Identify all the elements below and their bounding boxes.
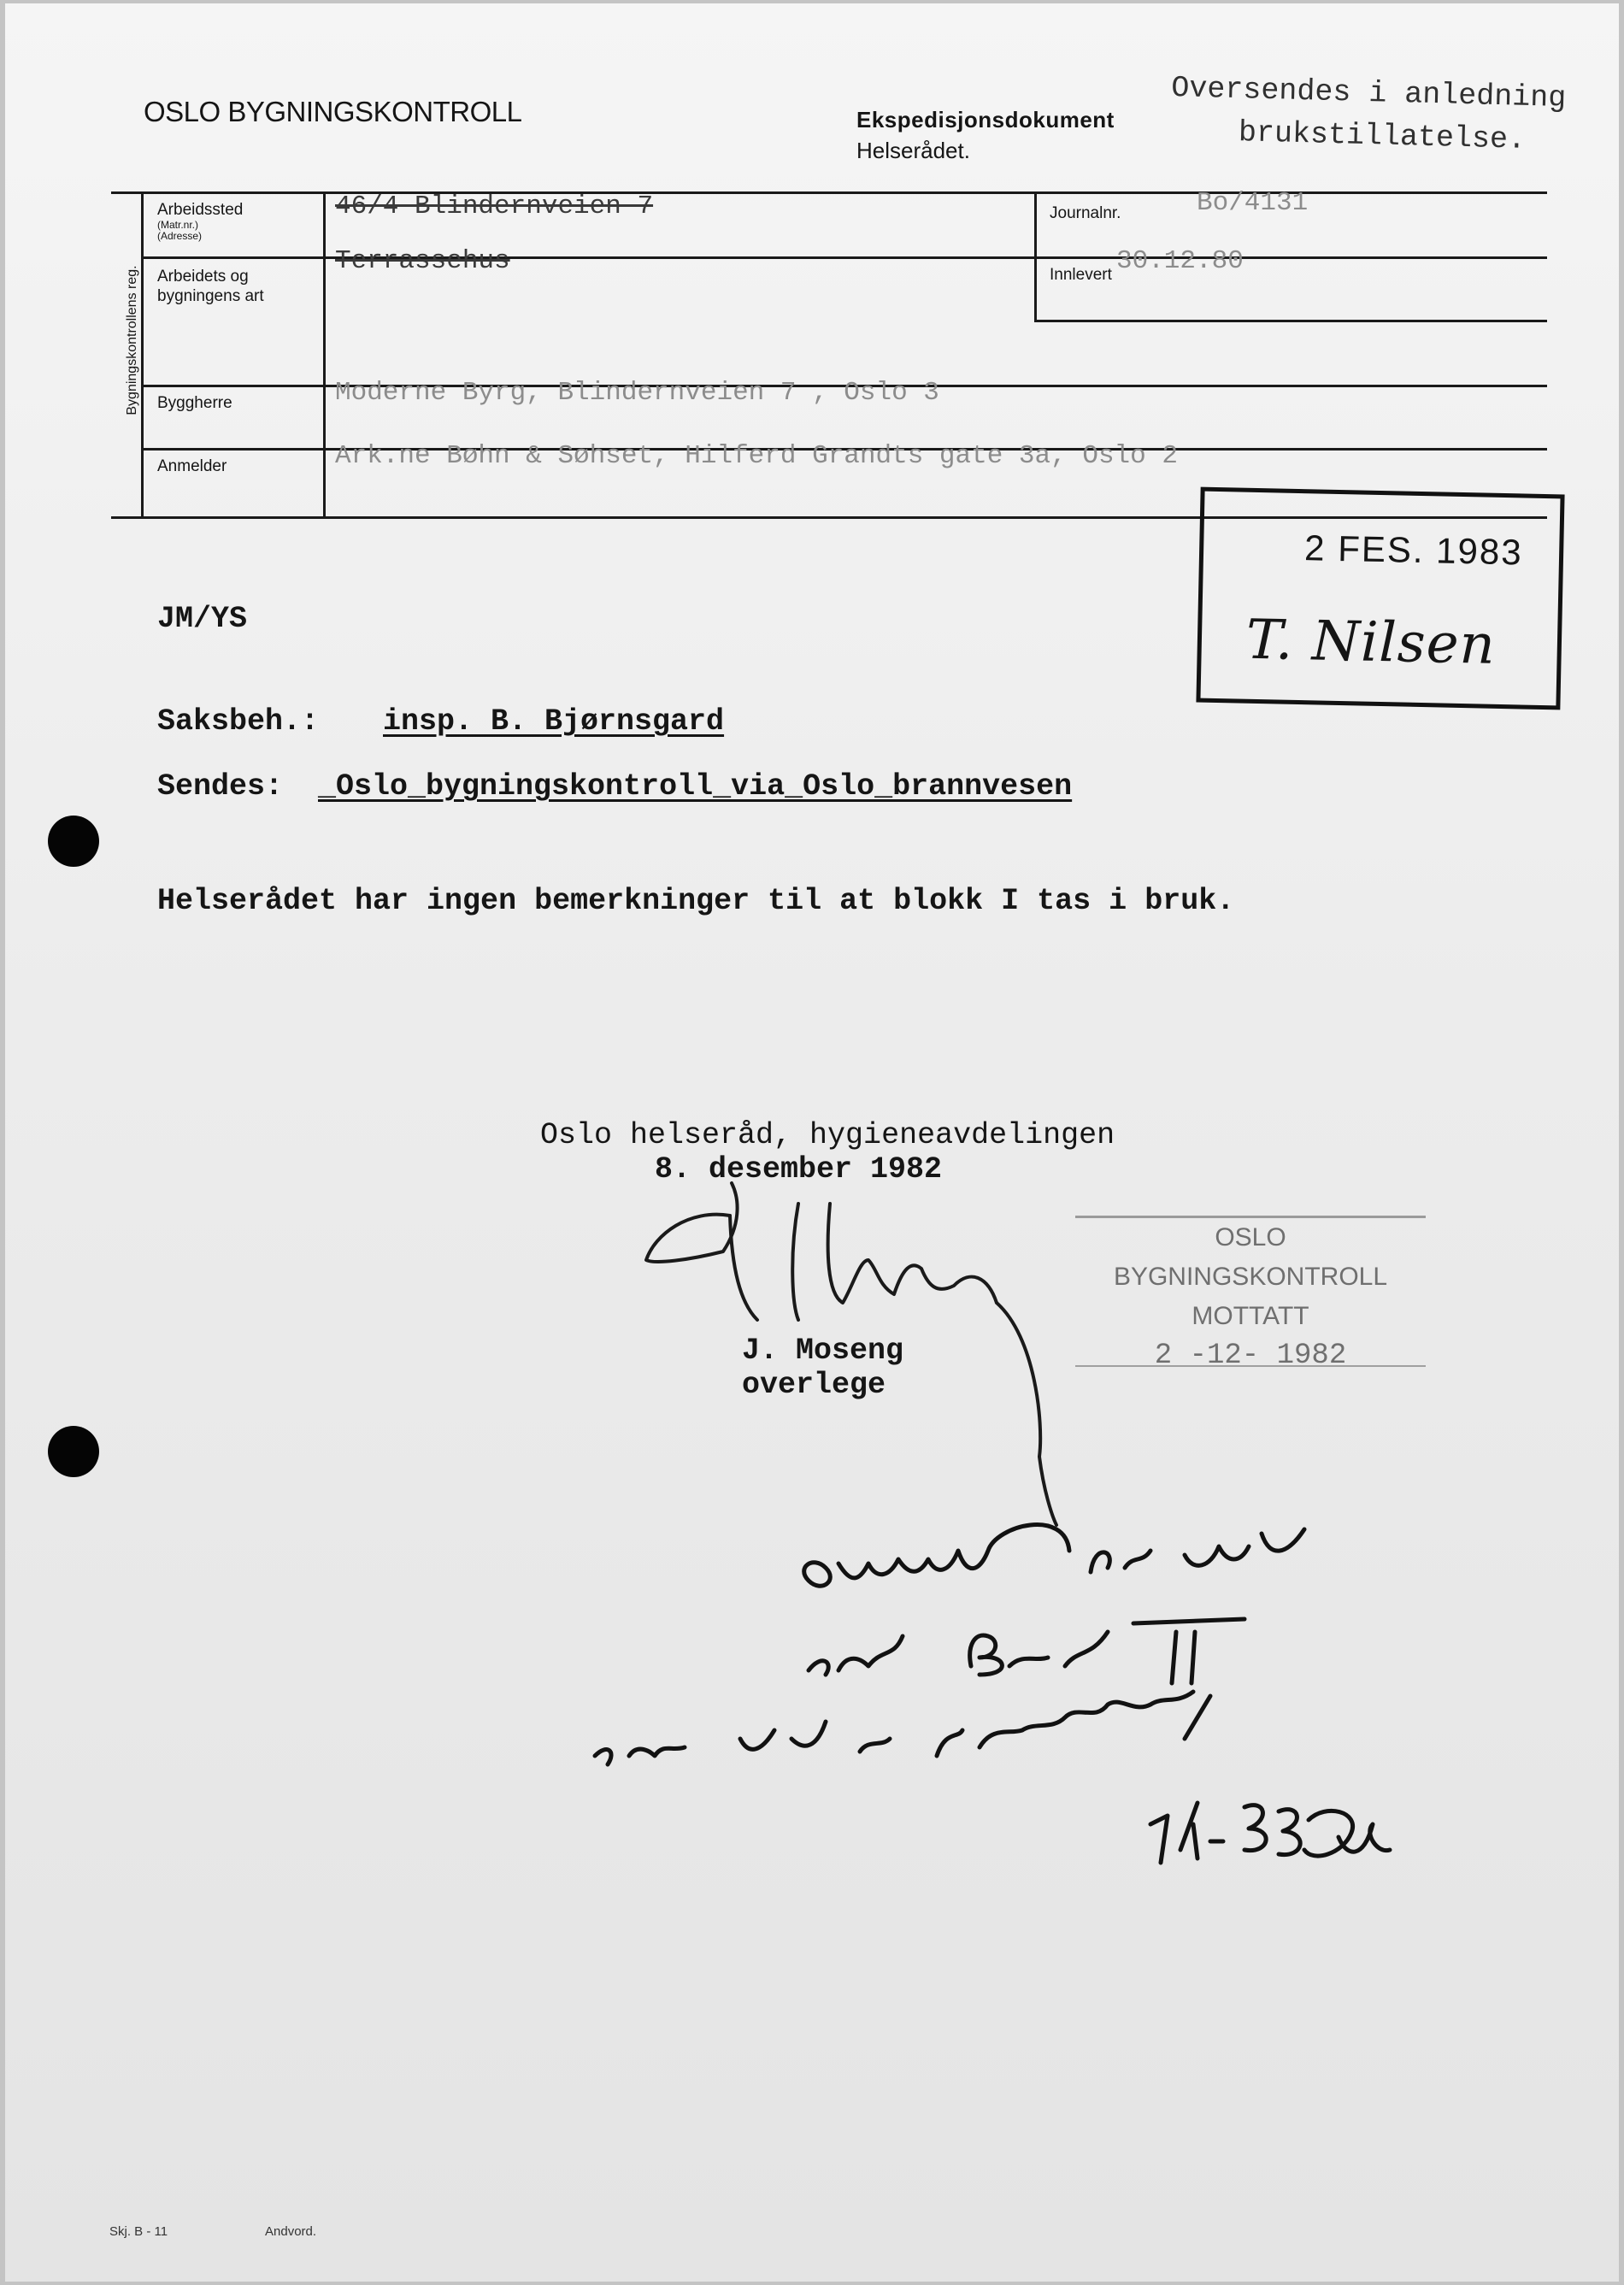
builder-label: Byggherre: [157, 394, 232, 412]
builder-value: Moderne Byrg, Blindernveien 7 , Oslo 3: [335, 378, 939, 408]
signer-name: J. Moseng: [742, 1334, 904, 1368]
forwarding-note-line2: brukstillatelse.: [1238, 115, 1527, 157]
document-page: [5, 3, 1619, 2282]
applicant-label: Anmelder: [157, 457, 227, 475]
worksite-sublabel: (Adresse): [157, 230, 203, 242]
caseworker-label: Saksbeh.:: [157, 704, 320, 739]
form-code: Skj. B - 11: [109, 2224, 168, 2239]
work-type-label: Arbeidets og bygningens art: [157, 268, 264, 305]
journal-value: Bo/4131: [1197, 188, 1309, 218]
handwriting-layer: [5, 3, 1619, 2282]
issue-date: 8. desember 1982: [655, 1152, 943, 1187]
send-to-label: Sendes:: [157, 769, 284, 804]
office-name: OSLO BYGNINGSKONTROLL: [144, 96, 522, 127]
printer-name: Andvord.: [265, 2224, 317, 2239]
journal-label: Journalnr.: [1050, 204, 1121, 222]
applicant-value: Ark.ne Bøhn & Søhset, Hilferd Grandts gate 3a, Oslo 2: [335, 441, 1178, 471]
moseng-signature: [646, 1183, 1056, 1525]
received-stamp-date: 2 FES. 1983: [1303, 527, 1524, 573]
statement: Helserådet har ingen bemerkninger til at blokk I tas i bruk.: [157, 884, 1235, 918]
work-type-value: Terrassehus: [335, 246, 510, 276]
worksite-value: 46/4 Blindernveien 7: [335, 191, 654, 221]
reference-code: JM/YS: [157, 602, 248, 636]
doc-type-title: Ekspedisjonsdokument: [856, 107, 1115, 133]
sender-name: Helserådet.: [856, 138, 970, 163]
signer-title: overlege: [742, 1368, 886, 1402]
received-value: 30.12.80: [1116, 246, 1244, 276]
register-side-label: Bygningskontrollens reg.: [125, 265, 139, 415]
worksite-sublabel: (Matr.nr.): [157, 219, 199, 231]
mottatt-stamp-date: 2 -12- 1982: [1154, 1340, 1347, 1372]
send-to-value: _Oslo_bygningskontroll_via_Oslo_brannvesen: [318, 769, 1073, 804]
handwritten-forwarding-note: [595, 1525, 1390, 1863]
forwarding-note-line1: Oversendes i anledning: [1170, 70, 1567, 116]
issuer-place: Oslo helseråd, hygieneavdelingen: [540, 1118, 1115, 1152]
mottatt-stamp-office: OSLO BYGNINGSKONTROLL: [1113, 1223, 1388, 1291]
worksite-label-text: Arbeidssted: [157, 201, 244, 219]
caseworker-name: insp. B. Bjørnsgard: [383, 704, 725, 739]
mottatt-stamp-label: MOTTATT: [1192, 1302, 1309, 1330]
received-label: Innlevert: [1050, 266, 1112, 284]
received-stamp-name: T. Nilsen: [1245, 608, 1497, 677]
